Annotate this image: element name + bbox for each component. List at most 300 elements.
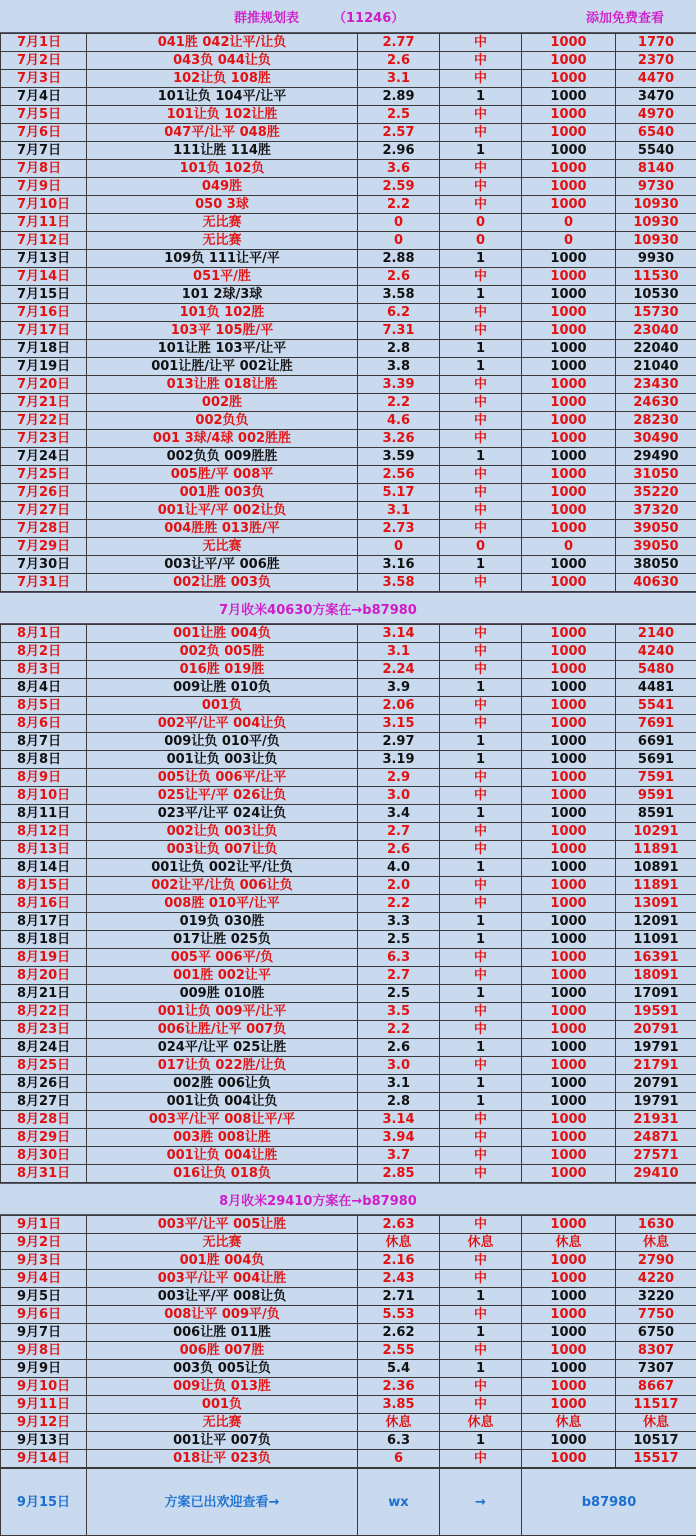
odds-cell: 3.0 <box>358 1057 440 1075</box>
total-cell: 8140 <box>616 160 696 178</box>
stake-cell: 1000 <box>522 250 616 268</box>
result-cell: 中 <box>440 1342 522 1360</box>
total-cell: 24630 <box>616 394 696 412</box>
stake-cell: 1000 <box>522 769 616 787</box>
odds-cell: 3.1 <box>358 502 440 520</box>
date-cell: 8月24日 <box>1 1039 87 1057</box>
table-row <box>1 751 696 769</box>
table-row <box>1 520 696 538</box>
table-row <box>1 196 696 214</box>
result-cell: 1 <box>440 142 522 160</box>
date-cell: 9月10日 <box>1 1378 87 1396</box>
odds-cell: 3.0 <box>358 787 440 805</box>
date-cell: 8月30日 <box>1 1147 87 1165</box>
total-cell: 19791 <box>616 1039 696 1057</box>
stake-cell: 1000 <box>522 1432 616 1450</box>
total-cell: 21931 <box>616 1111 696 1129</box>
pick-cell: 001让负 004让负 <box>87 1093 358 1111</box>
result-cell: 中 <box>440 1129 522 1147</box>
pick-cell: 006让胜/让平 007负 <box>87 1021 358 1039</box>
result-cell: 中 <box>440 70 522 88</box>
odds-cell: 5.17 <box>358 484 440 502</box>
stake-cell: 1000 <box>522 1288 616 1306</box>
pick-cell: 001让负 004让胜 <box>87 1147 358 1165</box>
date-cell: 8月27日 <box>1 1093 87 1111</box>
result-cell: 中 <box>440 841 522 859</box>
result-cell: 中 <box>440 106 522 124</box>
odds-cell: 2.5 <box>358 931 440 949</box>
table-row <box>1 931 696 949</box>
table-row <box>1 268 696 286</box>
table-row <box>1 124 696 142</box>
total-cell: 10930 <box>616 232 696 250</box>
result-cell: 中 <box>440 412 522 430</box>
pick-cell: 003平/让平 004让胜 <box>87 1270 358 1288</box>
table-row <box>1 34 696 52</box>
odds-cell: 3.14 <box>358 625 440 643</box>
month-summary-text: 8月收米29410方案在→b87980 <box>219 1190 417 1209</box>
footer-arrow: → <box>440 1469 522 1536</box>
date-cell: 8月8日 <box>1 751 87 769</box>
stake-cell: 1000 <box>522 1450 616 1468</box>
stake-cell: 1000 <box>522 358 616 376</box>
odds-cell: 3.1 <box>358 70 440 88</box>
total-cell: 8667 <box>616 1378 696 1396</box>
odds-cell: 5.4 <box>358 1360 440 1378</box>
stake-cell: 1000 <box>522 1378 616 1396</box>
table-row <box>1 160 696 178</box>
stake-cell: 1000 <box>522 751 616 769</box>
pick-cell: 002让胜 003负 <box>87 574 358 592</box>
odds-cell: 3.59 <box>358 448 440 466</box>
footer-id[interactable]: b87980 <box>522 1469 696 1536</box>
result-cell: 中 <box>440 1396 522 1414</box>
odds-cell: 2.88 <box>358 250 440 268</box>
stake-cell: 1000 <box>522 985 616 1003</box>
table-row <box>1 1324 696 1342</box>
result-cell: 中 <box>440 1252 522 1270</box>
table-row <box>1 448 696 466</box>
result-cell: 1 <box>440 340 522 358</box>
total-cell: 31050 <box>616 466 696 484</box>
table-row <box>1 484 696 502</box>
odds-cell: 2.7 <box>358 967 440 985</box>
table-row <box>1 679 696 697</box>
table-row <box>1 88 696 106</box>
result-cell: 中 <box>440 1378 522 1396</box>
table-row <box>1 178 696 196</box>
result-cell: 1 <box>440 1288 522 1306</box>
date-cell: 9月6日 <box>1 1306 87 1324</box>
pick-cell: 003让平/平 008让负 <box>87 1288 358 1306</box>
pick-cell: 041胜 042让平/让负 <box>87 34 358 52</box>
stake-cell: 1000 <box>522 1021 616 1039</box>
stake-cell: 1000 <box>522 661 616 679</box>
month-summary <box>0 1183 696 1215</box>
odds-cell: 2.6 <box>358 52 440 70</box>
odds-cell: 2.55 <box>358 1342 440 1360</box>
result-cell: 中 <box>440 715 522 733</box>
date-cell: 7月27日 <box>1 502 87 520</box>
total-cell: 35220 <box>616 484 696 502</box>
total-cell: 16391 <box>616 949 696 967</box>
stake-cell: 1000 <box>522 841 616 859</box>
odds-cell: 3.4 <box>358 805 440 823</box>
date-cell: 7月19日 <box>1 358 87 376</box>
total-cell: 29410 <box>616 1165 696 1183</box>
pick-cell: 005胜/平 008平 <box>87 466 358 484</box>
total-cell: 20791 <box>616 1075 696 1093</box>
odds-cell: 2.89 <box>358 88 440 106</box>
table-row <box>1 1234 696 1252</box>
pick-cell: 001让平 007负 <box>87 1432 358 1450</box>
result-cell: 1 <box>440 733 522 751</box>
footer-message: 方案已出欢迎查看→ <box>87 1469 358 1536</box>
total-cell: 12091 <box>616 913 696 931</box>
odds-cell: 2.24 <box>358 661 440 679</box>
header-bar <box>0 0 696 33</box>
table-row <box>1 286 696 304</box>
table-row <box>1 466 696 484</box>
stake-cell: 1000 <box>522 1003 616 1021</box>
date-cell: 8月4日 <box>1 679 87 697</box>
table-row <box>1 1057 696 1075</box>
total-cell: 6750 <box>616 1324 696 1342</box>
pick-cell: 006胜 007胜 <box>87 1342 358 1360</box>
pick-cell: 002负 005胜 <box>87 643 358 661</box>
table-row <box>1 625 696 643</box>
pick-cell: 043负 044让负 <box>87 52 358 70</box>
pick-cell: 024平/让平 025让胜 <box>87 1039 358 1057</box>
total-cell: 9591 <box>616 787 696 805</box>
table-row <box>1 304 696 322</box>
total-cell: 20791 <box>616 1021 696 1039</box>
result-cell: 中 <box>440 1003 522 1021</box>
odds-cell: 休息 <box>358 1234 440 1252</box>
result-cell: 中 <box>440 1450 522 1468</box>
pick-cell: 001让平/平 002让负 <box>87 502 358 520</box>
result-cell: 中 <box>440 484 522 502</box>
pick-cell: 006让胜 011胜 <box>87 1324 358 1342</box>
total-cell: 10530 <box>616 286 696 304</box>
date-cell: 7月30日 <box>1 556 87 574</box>
odds-cell: 6.3 <box>358 1432 440 1450</box>
total-cell: 27571 <box>616 1147 696 1165</box>
table-row <box>1 823 696 841</box>
pick-cell: 001让负 009平/让平 <box>87 1003 358 1021</box>
table-row <box>1 877 696 895</box>
result-cell: 中 <box>440 124 522 142</box>
odds-cell: 2.97 <box>358 733 440 751</box>
date-cell: 8月2日 <box>1 643 87 661</box>
total-cell: 9930 <box>616 250 696 268</box>
pick-cell: 103平 105胜/平 <box>87 322 358 340</box>
date-cell: 7月26日 <box>1 484 87 502</box>
stake-cell: 1000 <box>522 412 616 430</box>
pick-cell: 009胜 010胜 <box>87 985 358 1003</box>
date-cell: 7月5日 <box>1 106 87 124</box>
date-cell: 7月25日 <box>1 466 87 484</box>
pick-cell: 101让负 102让胜 <box>87 106 358 124</box>
result-cell: 中 <box>440 322 522 340</box>
odds-cell: 2.59 <box>358 178 440 196</box>
odds-cell: 0 <box>358 232 440 250</box>
result-cell: 中 <box>440 178 522 196</box>
total-cell: 11091 <box>616 931 696 949</box>
result-cell: 中 <box>440 376 522 394</box>
total-cell: 8307 <box>616 1342 696 1360</box>
odds-cell: 3.94 <box>358 1129 440 1147</box>
footer-wx: wx <box>358 1469 440 1536</box>
result-cell: 1 <box>440 1075 522 1093</box>
date-cell: 8月3日 <box>1 661 87 679</box>
pick-cell: 109负 111让平/平 <box>87 250 358 268</box>
odds-cell: 3.85 <box>358 1396 440 1414</box>
result-cell: 0 <box>440 214 522 232</box>
result-cell: 1 <box>440 931 522 949</box>
result-cell: 休息 <box>440 1234 522 1252</box>
date-cell: 7月31日 <box>1 574 87 592</box>
pick-cell: 003负 005让负 <box>87 1360 358 1378</box>
total-cell: 30490 <box>616 430 696 448</box>
stake-cell: 1000 <box>522 520 616 538</box>
date-cell: 7月15日 <box>1 286 87 304</box>
result-cell: 1 <box>440 286 522 304</box>
total-cell: 17091 <box>616 985 696 1003</box>
pick-cell: 无比赛 <box>87 232 358 250</box>
result-cell: 休息 <box>440 1414 522 1432</box>
stake-cell: 1000 <box>522 466 616 484</box>
pick-cell: 016胜 019胜 <box>87 661 358 679</box>
result-cell: 中 <box>440 697 522 715</box>
stake-cell: 1000 <box>522 697 616 715</box>
stake-cell: 1000 <box>522 787 616 805</box>
table-row <box>1 1432 696 1450</box>
table-row <box>1 250 696 268</box>
stake-cell: 1000 <box>522 1360 616 1378</box>
odds-cell: 3.9 <box>358 679 440 697</box>
total-cell: 1630 <box>616 1216 696 1234</box>
table-row <box>1 412 696 430</box>
date-cell: 7月10日 <box>1 196 87 214</box>
table-row <box>1 1342 696 1360</box>
pick-cell: 无比赛 <box>87 538 358 556</box>
table-row <box>1 1093 696 1111</box>
stake-cell: 1000 <box>522 178 616 196</box>
total-cell: 7691 <box>616 715 696 733</box>
stake-cell: 1000 <box>522 88 616 106</box>
odds-cell: 2.43 <box>358 1270 440 1288</box>
date-cell: 9月13日 <box>1 1432 87 1450</box>
total-cell: 5541 <box>616 697 696 715</box>
results-table <box>0 1215 696 1468</box>
table-row <box>1 340 696 358</box>
total-cell: 4240 <box>616 643 696 661</box>
total-cell: 19791 <box>616 1093 696 1111</box>
table-row <box>1 322 696 340</box>
stake-cell: 1000 <box>522 1396 616 1414</box>
odds-cell: 2.73 <box>358 520 440 538</box>
date-cell: 7月17日 <box>1 322 87 340</box>
result-cell: 1 <box>440 250 522 268</box>
table-row <box>1 214 696 232</box>
stake-cell: 1000 <box>522 52 616 70</box>
pick-cell: 003胜 008让胜 <box>87 1129 358 1147</box>
table-row <box>1 358 696 376</box>
table-row <box>1 1147 696 1165</box>
result-cell: 中 <box>440 1216 522 1234</box>
result-cell: 中 <box>440 823 522 841</box>
odds-cell: 2.36 <box>358 1378 440 1396</box>
total-cell: 23040 <box>616 322 696 340</box>
pick-cell: 001让负 003让负 <box>87 751 358 769</box>
total-cell: 4481 <box>616 679 696 697</box>
stake-cell: 1000 <box>522 502 616 520</box>
stake-cell: 1000 <box>522 1342 616 1360</box>
date-cell: 7月20日 <box>1 376 87 394</box>
date-cell: 8月23日 <box>1 1021 87 1039</box>
stake-cell: 1000 <box>522 1075 616 1093</box>
pick-cell: 004胜胜 013胜/平 <box>87 520 358 538</box>
pick-cell: 001 3球/4球 002胜胜 <box>87 430 358 448</box>
pick-cell: 001负 <box>87 1396 358 1414</box>
pick-cell: 001负 <box>87 697 358 715</box>
table-row <box>1 949 696 967</box>
table-row <box>1 52 696 70</box>
table-content <box>0 33 696 1536</box>
month-summary <box>0 592 696 624</box>
result-cell: 1 <box>440 805 522 823</box>
stake-cell: 1000 <box>522 931 616 949</box>
pick-cell: 101负 102负 <box>87 160 358 178</box>
total-cell: 3470 <box>616 88 696 106</box>
result-cell: 1 <box>440 556 522 574</box>
stake-cell: 1000 <box>522 1147 616 1165</box>
result-cell: 中 <box>440 34 522 52</box>
table-row <box>1 70 696 88</box>
table-row <box>1 1129 696 1147</box>
total-cell: 9730 <box>616 178 696 196</box>
table-row <box>1 232 696 250</box>
odds-cell: 2.56 <box>358 466 440 484</box>
odds-cell: 2.16 <box>358 1252 440 1270</box>
result-cell: 中 <box>440 661 522 679</box>
total-cell: 11891 <box>616 877 696 895</box>
pick-cell: 无比赛 <box>87 1234 358 1252</box>
date-cell: 7月4日 <box>1 88 87 106</box>
pick-cell: 005让负 006平/让平 <box>87 769 358 787</box>
stake-cell: 1000 <box>522 1093 616 1111</box>
total-cell: 3220 <box>616 1288 696 1306</box>
pick-cell: 019负 030胜 <box>87 913 358 931</box>
stake-cell: 1000 <box>522 376 616 394</box>
result-cell: 中 <box>440 160 522 178</box>
table-row <box>1 895 696 913</box>
date-cell: 7月12日 <box>1 232 87 250</box>
odds-cell: 6 <box>358 1450 440 1468</box>
add-free-view-link[interactable]: 添加免费查看 <box>586 7 664 26</box>
result-cell: 1 <box>440 1360 522 1378</box>
result-cell: 中 <box>440 787 522 805</box>
table-row <box>1 1039 696 1057</box>
date-cell: 9月12日 <box>1 1414 87 1432</box>
odds-cell: 2.57 <box>358 124 440 142</box>
result-cell: 中 <box>440 268 522 286</box>
month-summary-text: 7月收米40630方案在→b87980 <box>219 599 417 618</box>
odds-cell: 3.16 <box>358 556 440 574</box>
table-row <box>1 859 696 877</box>
date-cell: 7月9日 <box>1 178 87 196</box>
date-cell: 8月19日 <box>1 949 87 967</box>
odds-cell: 2.0 <box>358 877 440 895</box>
pick-cell: 047平/让平 048胜 <box>87 124 358 142</box>
odds-cell: 3.14 <box>358 1111 440 1129</box>
pick-cell: 002平/让平 004让负 <box>87 715 358 733</box>
pick-cell: 049胜 <box>87 178 358 196</box>
pick-cell: 003平/让平 005让胜 <box>87 1216 358 1234</box>
total-cell: 10930 <box>616 196 696 214</box>
total-cell: 8591 <box>616 805 696 823</box>
result-cell: 1 <box>440 1093 522 1111</box>
odds-cell: 3.7 <box>358 1147 440 1165</box>
table-row <box>1 376 696 394</box>
pick-cell: 009让负 010平/负 <box>87 733 358 751</box>
date-cell: 7月29日 <box>1 538 87 556</box>
stake-cell: 1000 <box>522 1165 616 1183</box>
pick-cell: 无比赛 <box>87 1414 358 1432</box>
stake-cell: 1000 <box>522 322 616 340</box>
stake-cell: 1000 <box>522 1306 616 1324</box>
table-row <box>1 502 696 520</box>
date-cell: 8月7日 <box>1 733 87 751</box>
pick-cell: 002让平/让负 006让负 <box>87 877 358 895</box>
total-cell: 7591 <box>616 769 696 787</box>
pick-cell: 102让负 108胜 <box>87 70 358 88</box>
pick-cell: 101 2球/3球 <box>87 286 358 304</box>
pick-cell: 003让平/平 006胜 <box>87 556 358 574</box>
table-row <box>1 538 696 556</box>
total-cell: 2140 <box>616 625 696 643</box>
stake-cell: 1000 <box>522 1111 616 1129</box>
stake-cell: 1000 <box>522 1324 616 1342</box>
stake-cell: 1000 <box>522 823 616 841</box>
date-cell: 8月16日 <box>1 895 87 913</box>
result-cell: 中 <box>440 769 522 787</box>
total-cell: 7750 <box>616 1306 696 1324</box>
footer-row <box>1 1469 696 1536</box>
date-cell: 7月11日 <box>1 214 87 232</box>
total-cell: 40630 <box>616 574 696 592</box>
odds-cell: 4.0 <box>358 859 440 877</box>
odds-cell: 6.2 <box>358 304 440 322</box>
pick-cell: 002让负 003让负 <box>87 823 358 841</box>
date-cell: 8月26日 <box>1 1075 87 1093</box>
pick-cell: 003平/让平 008让平/平 <box>87 1111 358 1129</box>
pick-cell: 018让平 023负 <box>87 1450 358 1468</box>
odds-cell: 5.53 <box>358 1306 440 1324</box>
stake-cell: 1000 <box>522 268 616 286</box>
date-cell: 7月23日 <box>1 430 87 448</box>
odds-cell: 6.3 <box>358 949 440 967</box>
pick-cell: 101负 102胜 <box>87 304 358 322</box>
odds-cell: 2.9 <box>358 769 440 787</box>
date-cell: 8月12日 <box>1 823 87 841</box>
pick-cell: 无比赛 <box>87 214 358 232</box>
total-cell: 23430 <box>616 376 696 394</box>
date-cell: 8月11日 <box>1 805 87 823</box>
stake-cell: 1000 <box>522 679 616 697</box>
odds-cell: 3.1 <box>358 1075 440 1093</box>
